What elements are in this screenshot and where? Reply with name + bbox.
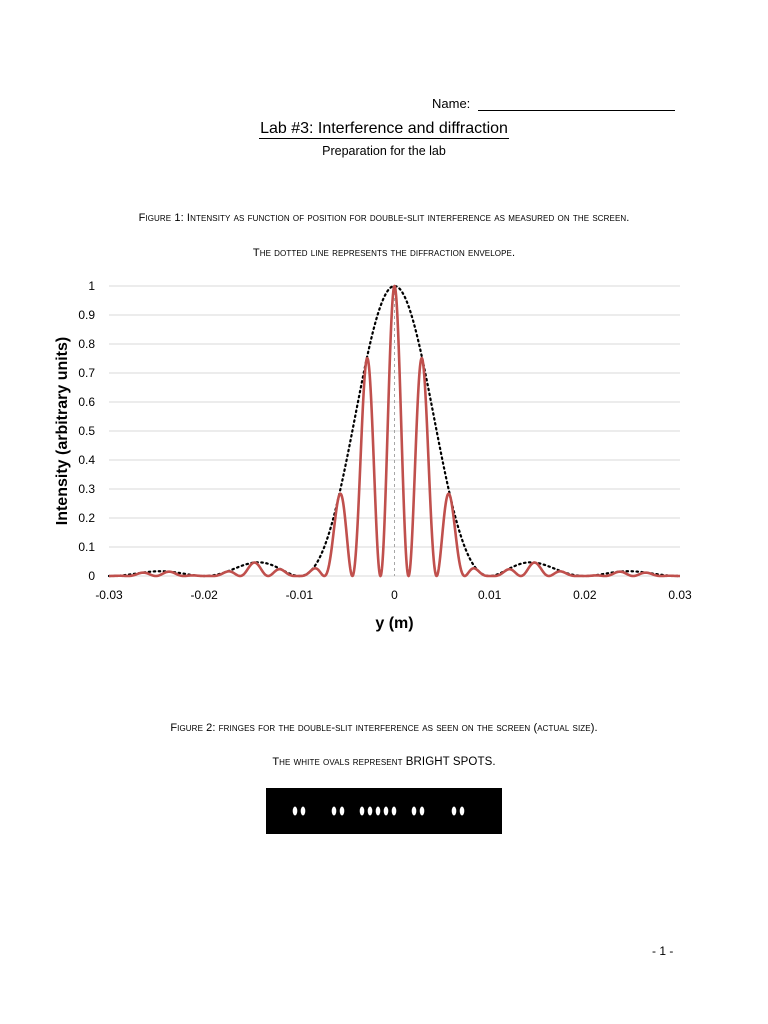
figure2-caption-2: The white ovals represent BRIGHT SPOTS. <box>272 756 496 768</box>
y-tick-label: 0.3 <box>78 482 95 496</box>
name-field-row <box>432 94 675 111</box>
y-axis-label: Intensity (arbitrary units) <box>54 336 71 526</box>
bright-spot <box>420 807 425 816</box>
bright-spot <box>412 807 417 816</box>
x-tick-label: -0.03 <box>95 588 123 602</box>
x-tick-label: -0.02 <box>190 588 218 602</box>
y-tick-label: 0.8 <box>78 337 95 351</box>
bright-spot <box>376 807 381 816</box>
x-tick-label: 0 <box>391 588 398 602</box>
name-blank-line[interactable] <box>478 94 675 111</box>
intensity-chart <box>40 270 720 640</box>
name-label: Name: <box>432 96 471 111</box>
bright-spot <box>452 807 457 816</box>
bright-spot <box>360 807 365 816</box>
bright-spot <box>332 807 337 816</box>
y-tick-label: 0.4 <box>78 453 95 467</box>
bright-spot <box>340 807 345 816</box>
y-tick-label: 0.9 <box>78 308 95 322</box>
lab-subtitle: Preparation for the lab <box>322 144 446 158</box>
y-tick-label: 1 <box>88 279 95 293</box>
fringe-pattern <box>266 788 502 834</box>
page-number: - 1 - <box>652 944 674 958</box>
x-tick-label: 0.02 <box>573 588 597 602</box>
x-tick-label: -0.01 <box>285 588 314 602</box>
bright-spot <box>460 807 465 816</box>
figure1-caption: Figure 1: Intensity as function of position for double-slit interference as measured on the screen. <box>138 212 630 224</box>
y-tick-label: 0.5 <box>78 424 95 438</box>
bright-spot <box>392 807 397 816</box>
y-tick-label: 0.2 <box>78 511 95 525</box>
bright-spot <box>368 807 373 816</box>
x-tick-label: 0.01 <box>477 588 502 602</box>
figure1-caption-2: The dotted line represents the diffraction envelope. <box>252 247 516 259</box>
y-tick-label: 0.1 <box>78 540 95 554</box>
bright-spot <box>384 807 389 816</box>
bright-spot <box>301 807 306 816</box>
figure2-caption: Figure 2: fringes for the double-slit interference as seen on the screen (actual size). <box>170 722 598 734</box>
y-tick-label: 0.7 <box>78 366 95 380</box>
y-tick-label: 0 <box>88 569 95 583</box>
fringe-pattern-drawing <box>266 788 502 834</box>
x-tick-label: 0.03 <box>668 588 692 602</box>
x-axis-label: y (m) <box>375 615 414 632</box>
bright-spot <box>293 807 298 816</box>
y-tick-label: 0.6 <box>78 395 95 409</box>
lab-title: Lab #3: Interference and diffraction <box>260 120 508 137</box>
